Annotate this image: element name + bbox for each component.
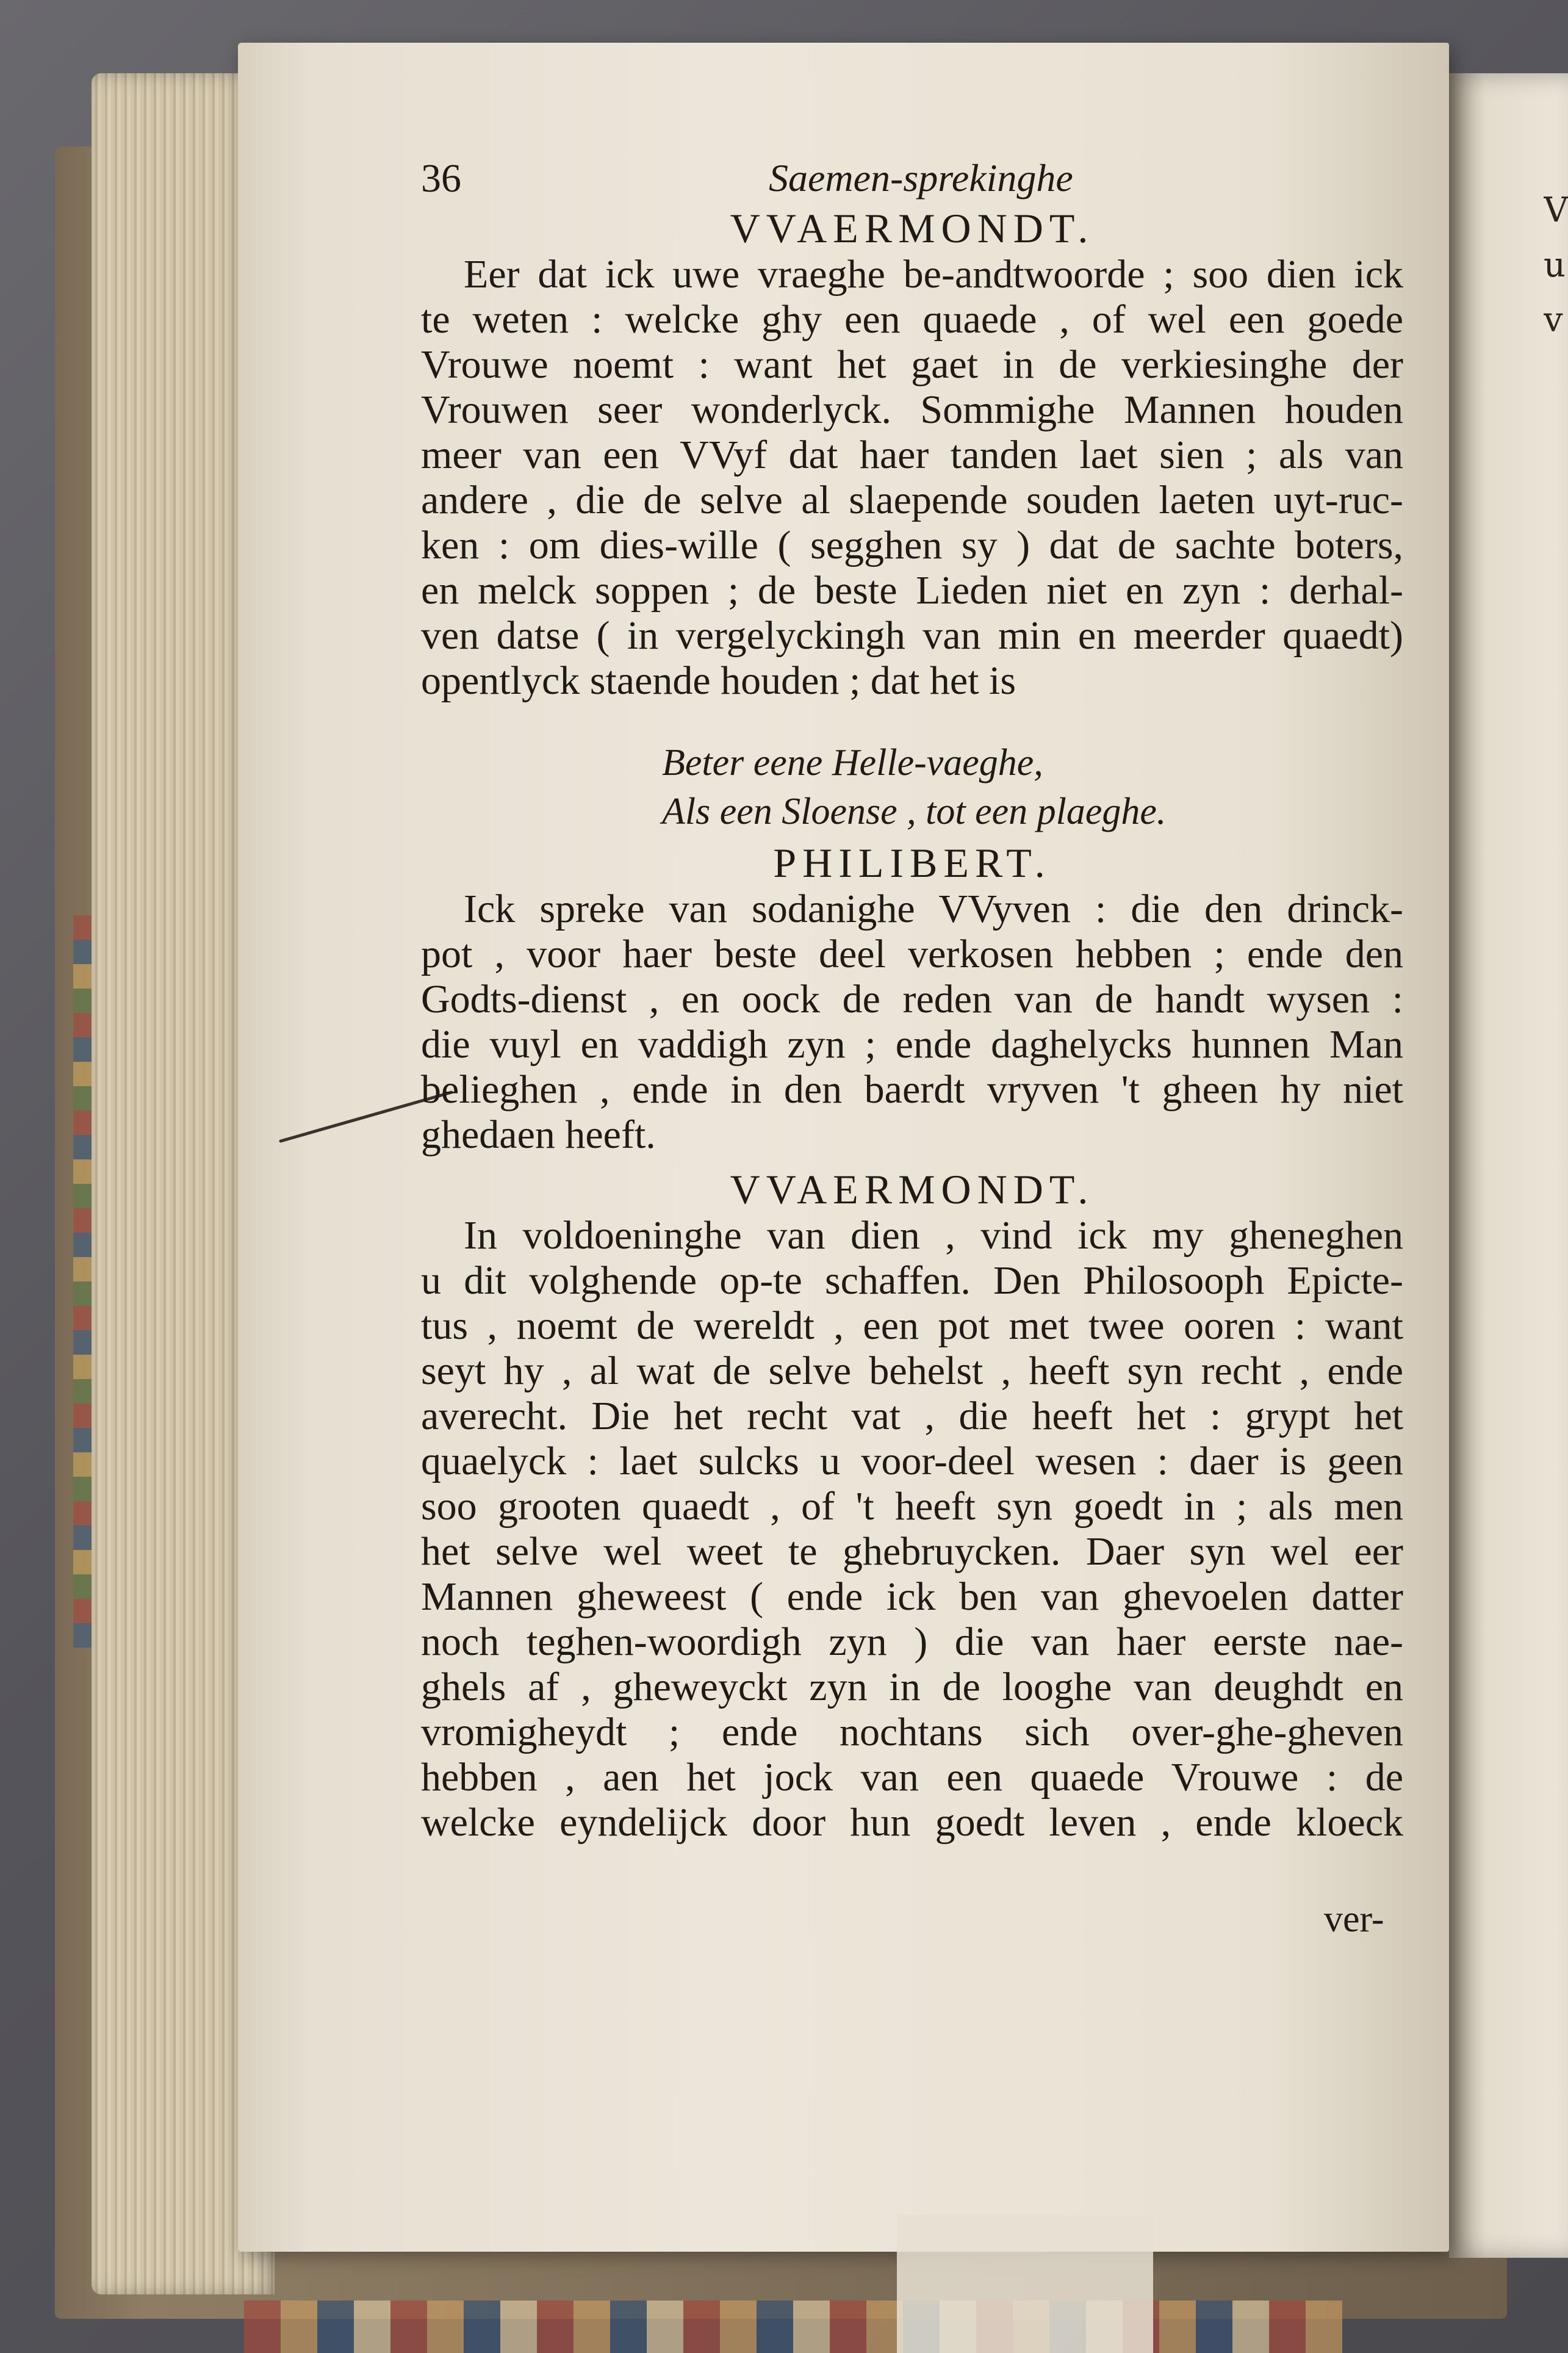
text-line: belieghen , ende in den baerdt vryven 't gheen hy niet: [421, 1067, 1403, 1112]
facing-fragment: V: [1544, 190, 1568, 230]
text-line: Godts-dienst , en oock de reden van de handt wysen :: [421, 977, 1403, 1022]
text-line: noch teghen-woordigh zyn ) die van haer eerste nae-: [421, 1620, 1403, 1664]
verse-line: Als een Sloense , tot een plaeghe.: [662, 791, 1167, 832]
text-line: soo grooten quaedt , of 't heeft syn goedt in ; als men: [421, 1484, 1403, 1529]
verse-line: Beter eene Helle-vaeghe,: [662, 742, 1043, 784]
page-number: 36: [421, 156, 461, 201]
text-line: In voldoeninghe van dien , vind ick my gheneghen: [464, 1213, 1403, 1258]
text-line: pot , voor haer beste deel verkosen hebben ; ende den: [421, 932, 1403, 976]
text-line: ven datse ( in vergelyckingh van min en meerder quaedt): [421, 613, 1403, 658]
speaker-heading: PHILIBERT.: [773, 840, 1051, 886]
facing-fragment: u: [1544, 245, 1566, 285]
text-line: Vrouwe noemt : want het gaet in de verkiesinghe der: [421, 342, 1403, 387]
text-line: vromigheydt ; ende nochtans sich over-ghe-gheven: [421, 1710, 1403, 1754]
text-line: hebben , aen het jock van een quaede Vrouwe : de: [421, 1755, 1403, 1800]
facing-fragment: v: [1544, 300, 1563, 340]
catchword: ver-: [1324, 1898, 1384, 1940]
text-line: tus , noemt de wereldt , een pot met twee ooren : want: [421, 1303, 1403, 1348]
text-line: averecht. Die het recht vat , die heeft het : grypt het: [421, 1394, 1403, 1438]
text-line: meer van een VVyf dat haer tanden laet sien ; als van: [421, 433, 1403, 477]
speaker-heading: VVAERMONDT.: [730, 205, 1095, 251]
text-line: Vrouwen seer wonderlyck. Sommighe Mannen houden: [421, 387, 1403, 432]
text-line: opentlyck staende houden ; dat het is: [421, 658, 1016, 703]
text-line: Mannen gheweest ( ende ick ben van ghevoelen datter: [421, 1574, 1403, 1619]
text-line: te weten : welcke ghy een quaede , of wel een goede: [421, 297, 1403, 342]
text-line: Ick spreke van sodanighe VVyven : die den drinck-: [464, 887, 1403, 931]
text-line: welcke eyndelijck door hun goedt leven , ende kloeck: [421, 1800, 1403, 1845]
text-line: die vuyl en vaddigh zyn ; ende daghelycks hunnen Man: [421, 1022, 1403, 1067]
text-line: ken : om dies-wille ( segghen sy ) dat de sachte boters,: [421, 523, 1403, 568]
speaker-heading: VVAERMONDT.: [730, 1166, 1095, 1213]
text-line: u dit volghende op-te schaffen. Den Philosooph Epicte-: [421, 1258, 1403, 1303]
text-line: andere , die de selve al slaepende souden laeten uyt-ruc-: [421, 478, 1403, 522]
text-line: het selve wel weet te ghebruycken. Daer syn wel eer: [421, 1529, 1403, 1574]
text-line: Eer dat ick uwe vraeghe be-andtwoorde ; soo dien ick: [464, 252, 1403, 297]
text-line: seyt hy , al wat de selve behelst , heeft syn recht , ende: [421, 1349, 1403, 1393]
text-line: ghels af , gheweyckt zyn in de looghe van deughdt en: [421, 1665, 1403, 1709]
text-line: en melck soppen ; de beste Lieden niet en zyn : derhal-: [421, 568, 1403, 613]
text-line: ghedaen heeft.: [421, 1112, 656, 1157]
text-line: quaelyck : laet sulcks u voor-deel wesen : daer is geen: [421, 1439, 1403, 1483]
running-title: Saemen-sprekinghe: [769, 156, 1073, 200]
